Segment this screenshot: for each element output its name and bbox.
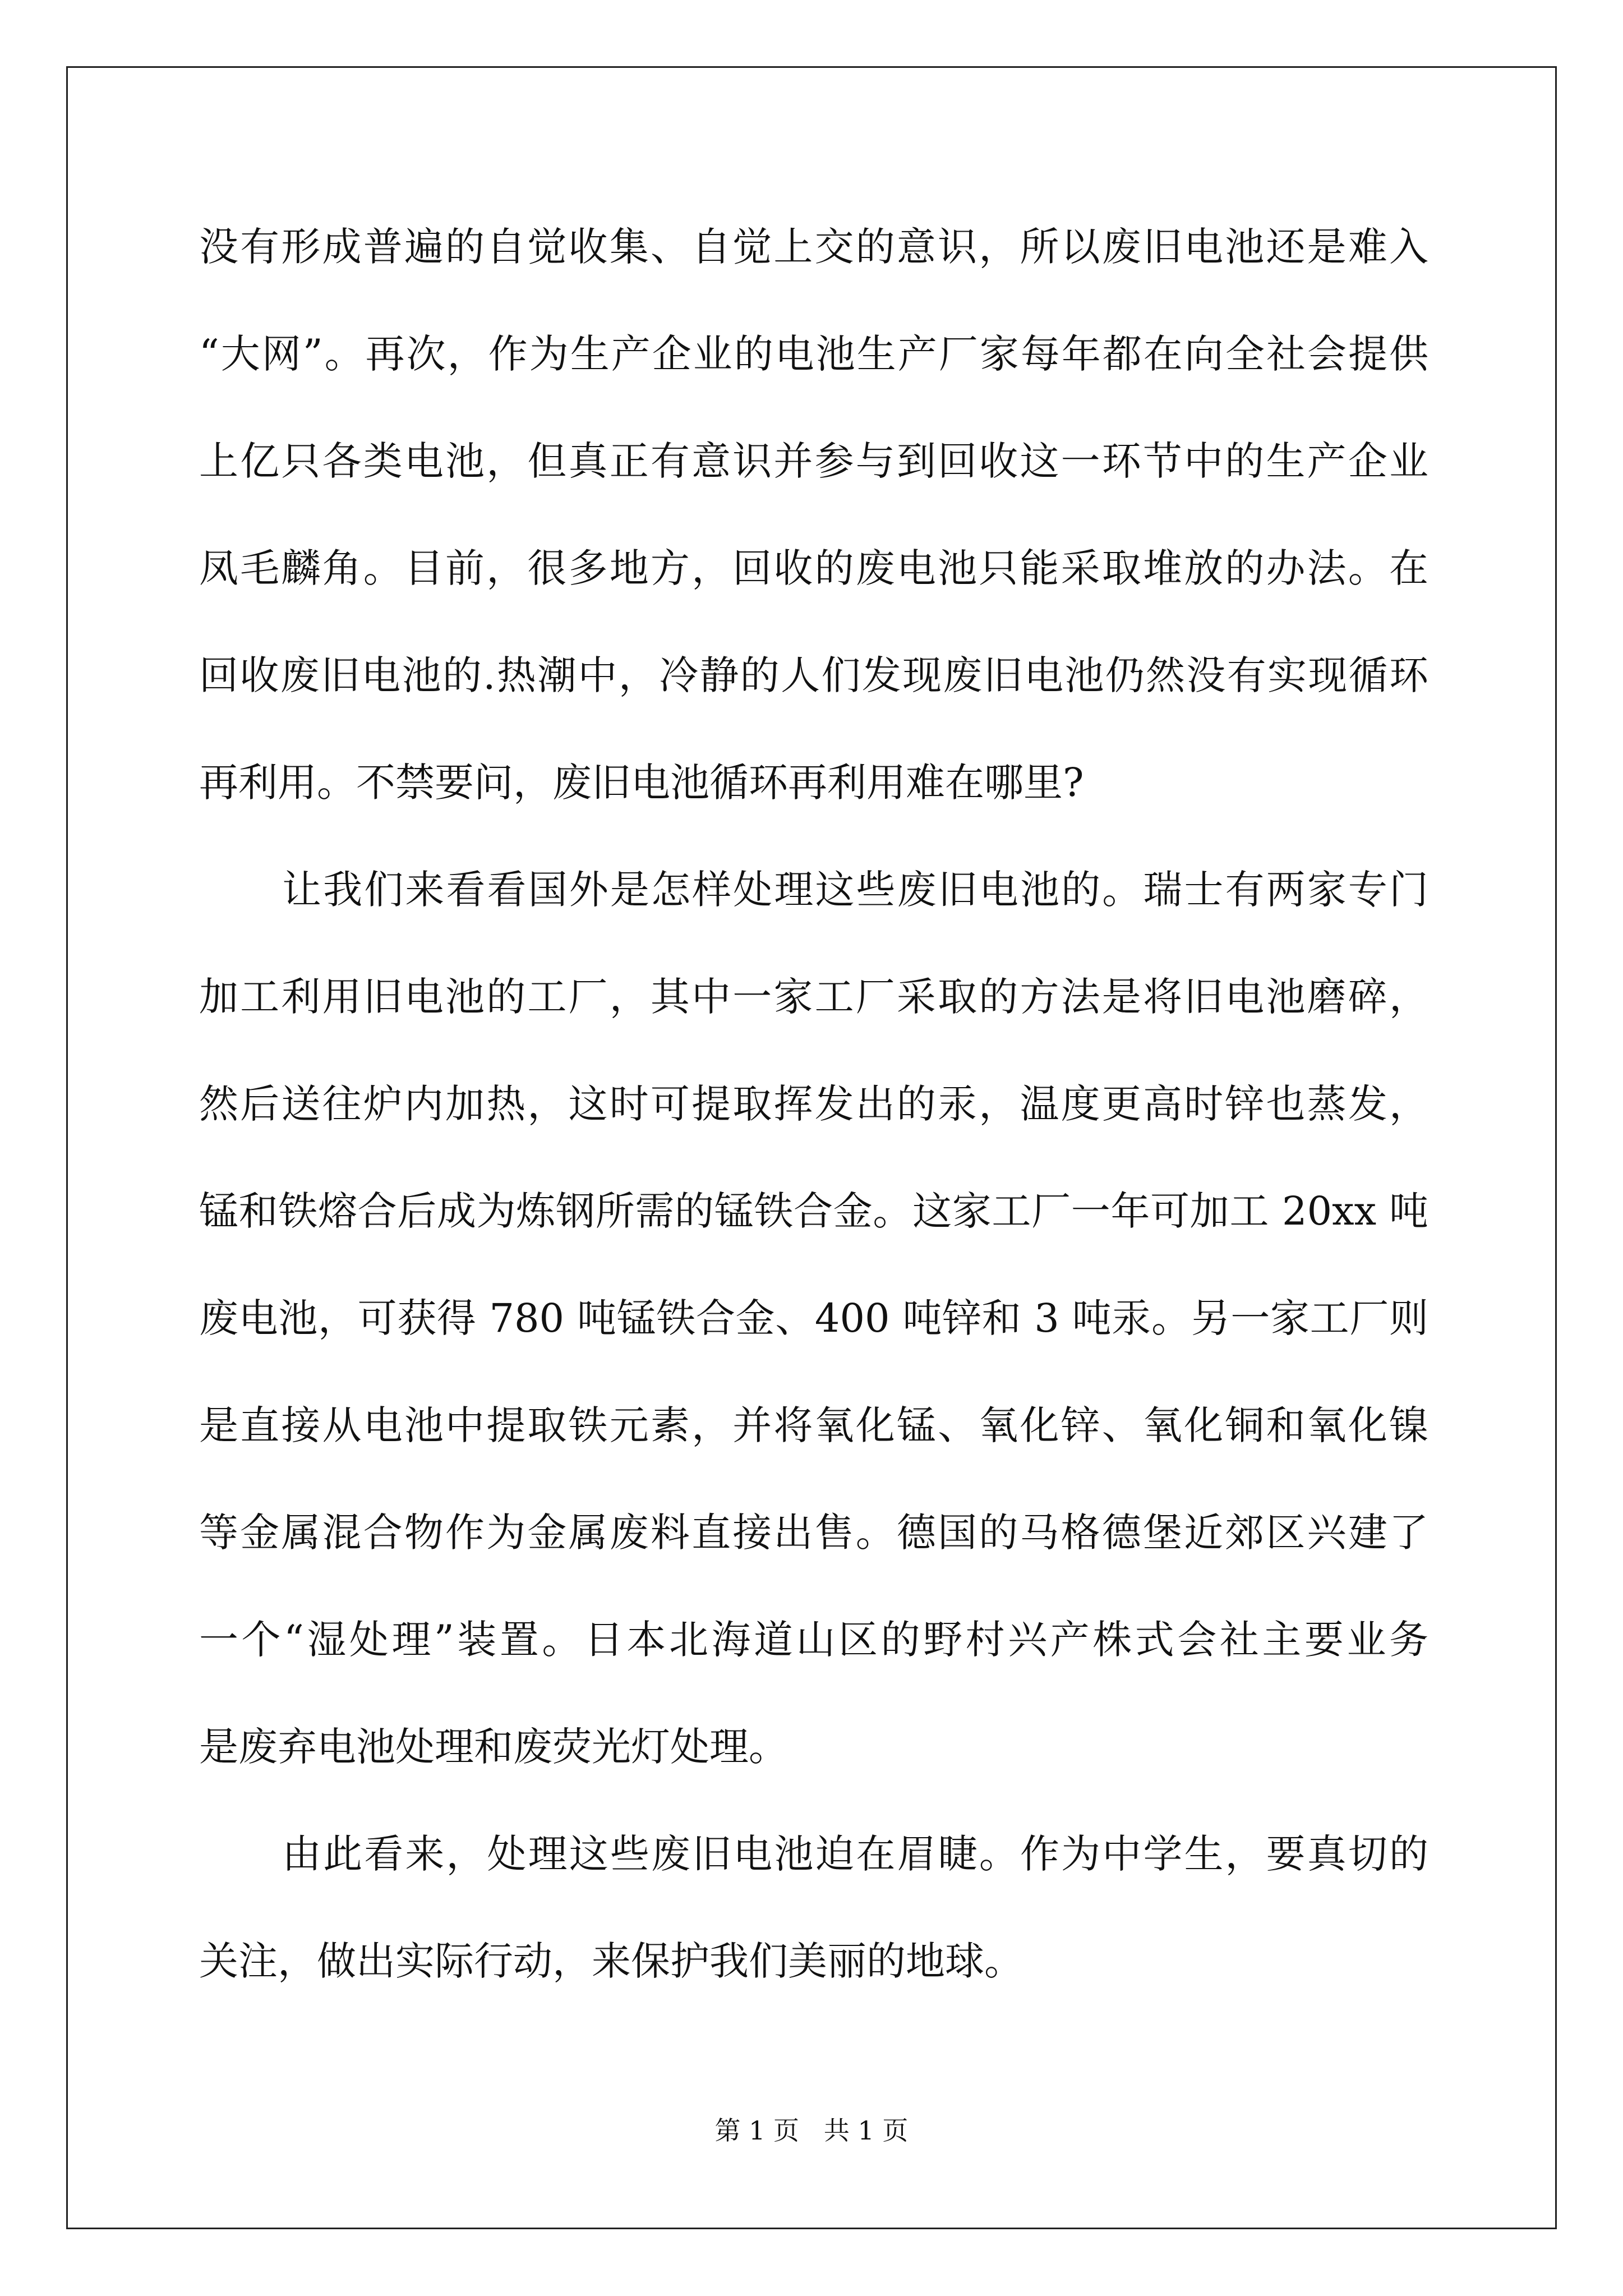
paragraph-1 <box>199 194 1428 836</box>
text-line: 等金属混合物作为金属废料直接出售。德国的马格德堡近郊区兴建了 <box>199 1510 1428 1556</box>
paragraph-2 <box>199 836 1428 1801</box>
text-line: 让我们来看看国外是怎样处理这些废旧电池的。瑞士有两家专门 <box>282 867 1428 913</box>
text-line: 没有形成普遍的自觉收集、自觉上交的意识，所以废旧电池还是难入 <box>199 224 1428 270</box>
text-line: 回收废旧电池的.热潮中，冷静的人们发现废旧电池仍然没有实现循环 <box>199 652 1428 698</box>
page-number-footer: 第 1 页 共 1 页 <box>714 2115 909 2146</box>
text-line: 然后送往炉内加热，这时可提取挥发出的汞，温度更高时锌也蒸发， <box>199 1081 1428 1127</box>
text-line: 加工利用旧电池的工厂，其中一家工厂采取的方法是将旧电池磨碎， <box>199 974 1428 1020</box>
text-line: 由此看来，处理这些废旧电池迫在眉睫。作为中学生，要真切的 <box>282 1831 1428 1877</box>
text-line: 废电池，可获得 780 吨锰铁合金、400 吨锌和 3 吨汞。另一家工厂则 <box>199 1295 1428 1341</box>
text-line: 是废弃电池处理和废荧光灯处理。 <box>199 1724 788 1770</box>
document-body <box>199 194 1428 2015</box>
paragraph-3 <box>199 1801 1428 2015</box>
text-line: 一个“湿处理”装置。日本北海道山区的野村兴产株式会社主要业务 <box>199 1617 1428 1663</box>
text-line: “大网”。再次，作为生产企业的电池生产厂家每年都在向全社会提供 <box>199 331 1428 377</box>
text-line: 关注，做出实际行动，来保护我们美丽的地球。 <box>199 1938 1023 1984</box>
text-line: 是直接从电池中提取铁元素，并将氧化锰、氧化锌、氧化铜和氧化镍 <box>199 1402 1428 1448</box>
text-line: 锰和铁熔合后成为炼钢所需的锰铁合金。这家工厂一年可加工 20xx 吨 <box>199 1188 1428 1234</box>
text-line: 凤毛麟角。目前，很多地方，回收的废电池只能采取堆放的办法。在 <box>199 545 1428 591</box>
text-line: 再利用。不禁要问，废旧电池循环再利用难在哪里? <box>199 760 1084 806</box>
text-line: 上亿只各类电池，但真正有意识并参与到回收这一环节中的生产企业 <box>199 438 1428 484</box>
